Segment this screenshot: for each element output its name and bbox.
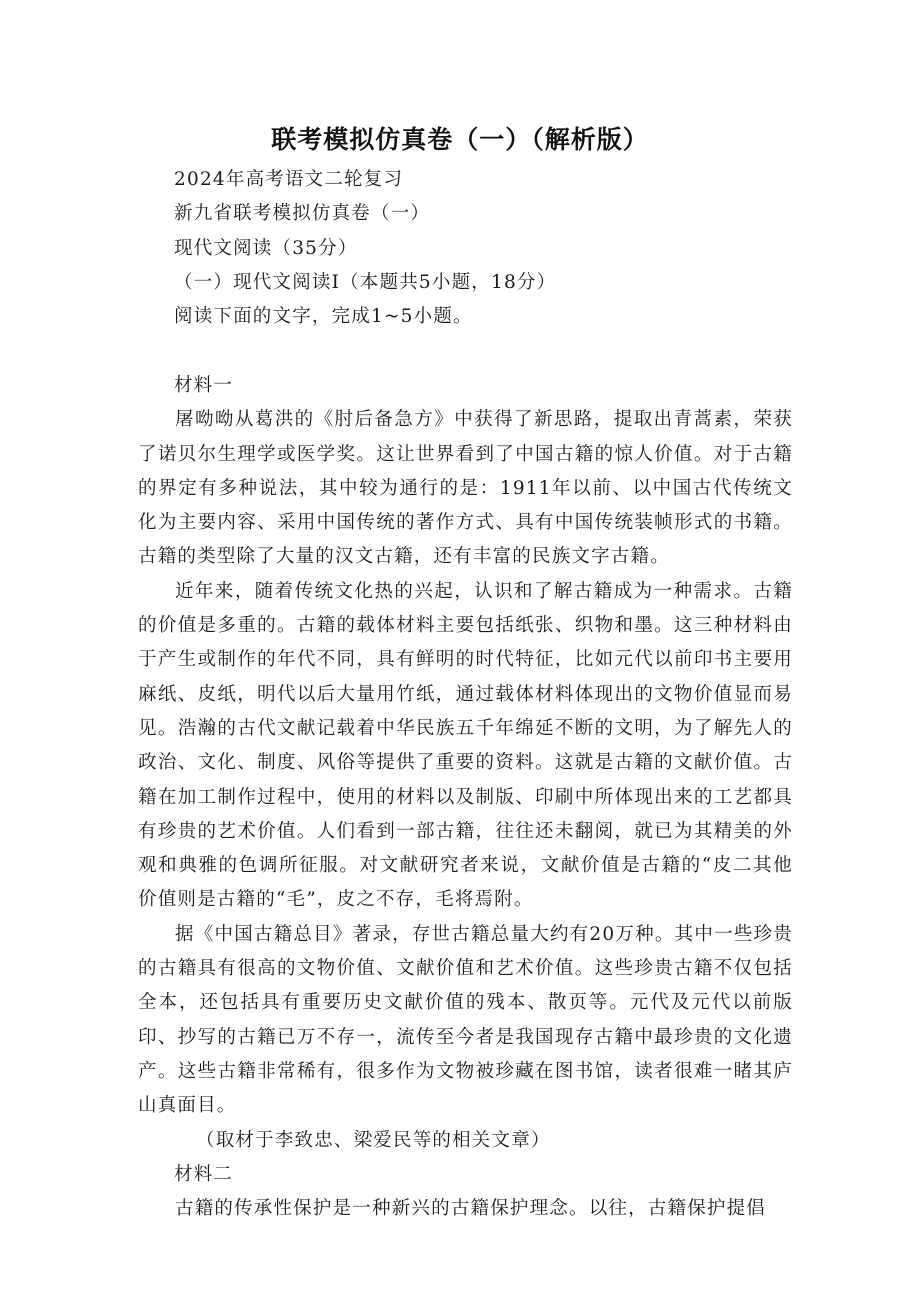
document-title: 联考模拟仿真卷（一）（解析版） — [271, 125, 649, 154]
material1-label: 材料一 — [174, 375, 234, 396]
reading-passage — [138, 369, 793, 1226]
material1-paragraph: 据《中国古籍总目》著录，存世古籍总量大约有20万种。其中一些珍贵的古籍具有很高的文物价值、文献价值和艺术价值。这些珍贵古籍不仅包括全本，还包括具有重要历史文献价值的残本、散页等。元代及元代以前版印、抄写的古籍已万不存一，流传至今者是我国现存古籍中最珍贵的文化遗产。这些古籍非常稀有，很多作为文物被珍藏在图书馆，读者很难一睹其庐山真面目。 — [138, 923, 793, 1117]
material1-paragraph: 屠呦呦从葛洪的《肘后备急方》中获得了新思路，提取出青蒿素，荣获了诺贝尔生理学或医学奖。这让世界看到了中国古籍的惊人价值。对于古籍的界定有多种说法，其中较为通行的是：1911年以前、以中国古代传统文化为主要内容、采用中国传统的著作方式、具有中国传统装帧形式的书籍。古籍的类型除了大量的汉文古籍，还有丰富的民族文字古籍。 — [138, 409, 793, 568]
meta-line-course: 2024年高考语文二轮复习 — [174, 169, 404, 190]
meta-line-exam: 新九省联考模拟仿真卷（一） — [174, 203, 431, 225]
exam-meta — [138, 163, 793, 334]
material2-label: 材料二 — [174, 1163, 234, 1185]
material1-source: （取材于李致忠、梁爱民等的相关文章） — [196, 1129, 551, 1151]
meta-line-instruction: 阅读下面的文字，完成1~5小题。 — [174, 306, 473, 328]
material1-paragraph: 近年来，随着传统文化热的兴起，认识和了解古籍成为一种需求。古籍的价值是多重的。古籍的载体材料主要包括纸张、织物和墨。这三种材料由于产生或制作的年代不同，具有鲜明的时代特征，比如元代以前印书主要用麻纸、皮纸，明代以后大量用竹纸，通过载体材料体现出的文物价值显而易见。浩瀚的古代文献记载着中华民族五千年绵延不断的文明，为了解先人的政治、文化、制度、风俗等提供了重要的资料。这就是古籍的文献价值。古籍在加工制作过程中，使用的材料以及制版、印刷中所体现出来的工艺都具有珍贵的艺术价值。人们看到一部古籍，往往还未翻阅，就已为其精美的外观和典雅的色调所征服。对文献研究者来说，文献价值是古籍的“皮二其他价值则是古籍的“毛”，皮之不存，毛将焉附。 — [138, 580, 793, 911]
meta-line-section: 现代文阅读（35分） — [174, 237, 358, 259]
material2-paragraph: 古籍的传承性保护是一种新兴的古籍保护理念。以往，古籍保护提倡 — [175, 1198, 767, 1220]
meta-line-subsection: （一）现代文阅读Ⅰ（本题共5小题，18分） — [174, 271, 557, 293]
